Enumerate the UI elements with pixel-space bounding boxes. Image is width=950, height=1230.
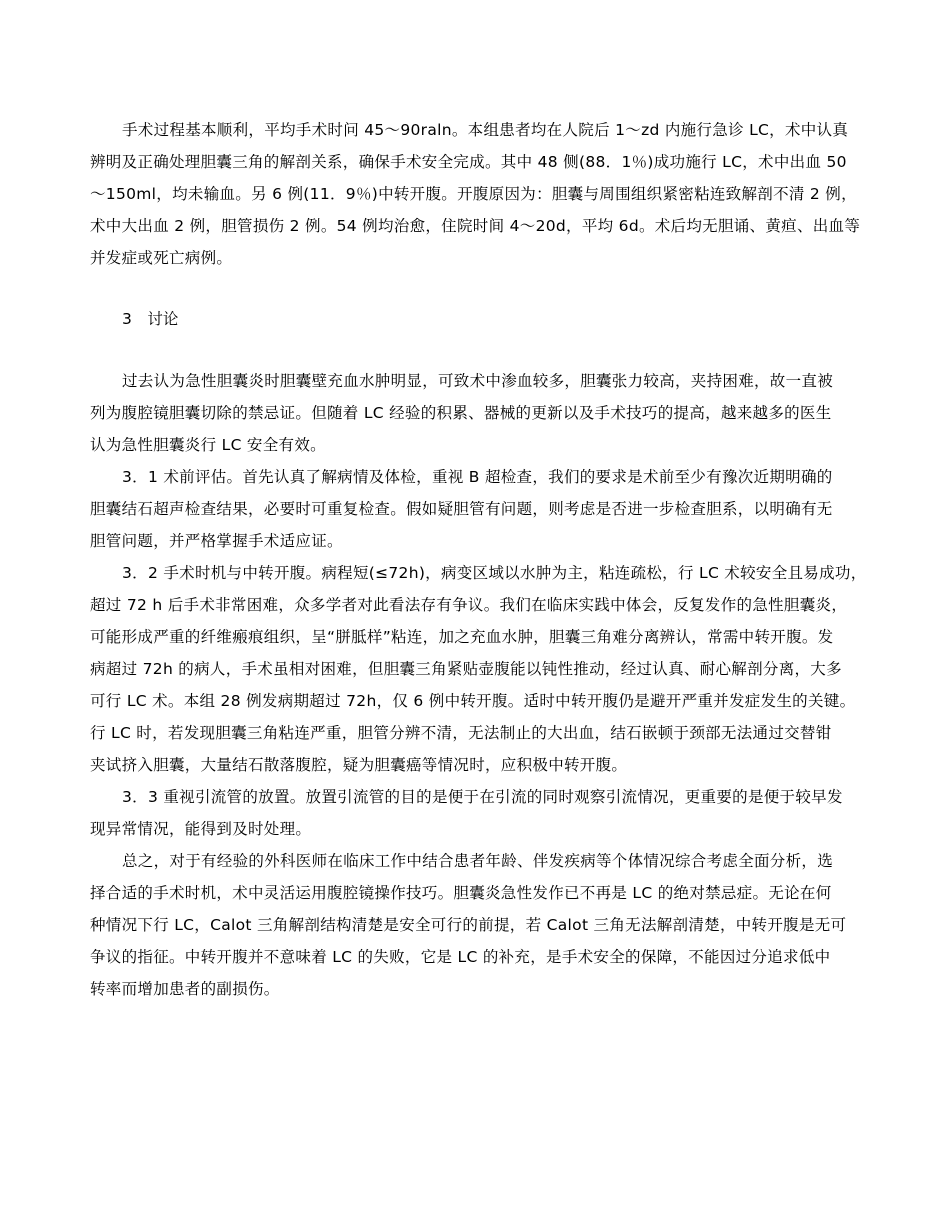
paragraph-line: 辨明及正确处理胆囊三角的解剖关系，确保手术安全完成。其中 48 侧(88．1％)成功施行 LC，术中出血 50 bbox=[90, 153, 847, 171]
paragraph-line: 3．3 重视引流管的放置。放置引流管的目的是便于在引流的同时观察引流情况，更重要的是便于较早发 bbox=[122, 788, 843, 806]
paragraph-line: 超过 72 h 后手术非常困难，众多学者对此看法存有争议。我们在临床实践中体会，反复发作的急性胆囊炎， bbox=[90, 596, 848, 614]
paragraph-line: 夹试挤入胆囊，大量结石散落腹腔，疑为胆囊癌等情况时，应积极中转开腹。 bbox=[90, 756, 628, 774]
paragraph-line: 过去认为急性胆囊炎时胆囊壁充血水肿明显，可致术中渗血较多，胆囊张力较高，夹持困难，故一直被 bbox=[122, 372, 834, 390]
section-heading: 3 讨论 bbox=[122, 310, 179, 328]
paragraph-line: 并发症或死亡病例。 bbox=[90, 249, 233, 267]
paragraph-line: 可能形成严重的纤维瘢痕组织，呈“胼胝样”粘连，加之充血水肿，胆囊三角难分离辨认，常需中转开腹。发 bbox=[90, 628, 834, 646]
paragraph-line: 总之，对于有经验的外科医师在临床工作中结合患者年龄、伴发疾病等个体情况综合考虑全面分析，选 bbox=[122, 852, 834, 870]
paragraph-line: ～150ml，均未输血。另 6 例(11．9％)中转开腹。开腹原因为：胆囊与周围组织紧密粘连致解剖不清 2 例， bbox=[90, 185, 857, 203]
paragraph-line: 现异常情况，能得到及时处理。 bbox=[90, 820, 312, 838]
paragraph-line: 争议的指征。中转开腹并不意味着 LC 的失败，它是 LC 的补充，是手术安全的保障，不能因过分追求低中 bbox=[90, 948, 831, 966]
paragraph-line: 3．2 手术时机与中转开腹。病程短(≤72h)，病变区域以水肿为主，粘连疏松，行 LC 术较安全且易成功， bbox=[122, 564, 867, 582]
paragraph-line: 胆囊结石超声检查结果，必要时可重复检查。假如疑胆管有问题，则考虑是否进一步检查胆系，以明确有无 bbox=[90, 500, 833, 518]
paragraph-line: 3．1 术前评估。首先认真了解病情及体检，重视 B 超检查，我们的要求是术前至少有豫次近期明确的 bbox=[122, 468, 833, 486]
paragraph-line: 转率而增加患者的副损伤。 bbox=[90, 980, 280, 998]
paragraph-line: 胆管问题，并严格掌握手术适应证。 bbox=[90, 532, 343, 550]
paragraph-line: 种情况下行 LC，Calot 三角解剖结构清楚是安全可行的前提，若 Calot 三角无法解剖清楚，中转开腹是无可 bbox=[90, 916, 847, 934]
paragraph-line: 可行 LC 术。本组 28 例发病期超过 72h，仅 6 例中转开腹。适时中转开腹仍是避开严重并发症发生的关键。 bbox=[90, 692, 856, 710]
paragraph-line: 列为腹腔镜胆囊切除的禁忌证。但随着 LC 经验的积累、器械的更新以及手术技巧的提高，越来越多的医生 bbox=[90, 404, 832, 422]
paragraph-line: 认为急性胆囊炎行 LC 安全有效。 bbox=[90, 436, 326, 454]
paragraph-line: 行 LC 时，若发现胆囊三角粘连严重，胆管分辨不清，无法制止的大出血，结石嵌顿于颈部无法通过交替钳 bbox=[90, 724, 832, 742]
paragraph-line: 择合适的手术时机，术中灵活运用腹腔镜操作技巧。胆囊炎急性发作已不再是 LC 的绝对禁忌症。无论在何 bbox=[90, 884, 832, 902]
paragraph-line: 术中大出血 2 例，胆管损伤 2 例。54 例均治愈，住院时间 4～20d，平均 6d。术后均无胆诵、黄疸、出血等 bbox=[90, 217, 861, 235]
paragraph-line: 手术过程基本顺利，平均手术时问 45～90raln。本组患者均在人院后 1～zd 内施行急诊 LC，术中认真 bbox=[122, 121, 849, 139]
paragraph-line: 病超过 72h 的病人，手术虽相对困难，但胆囊三角紧贴壶腹能以钝性推动，经过认真、耐心解剖分离，大多 bbox=[90, 660, 842, 678]
